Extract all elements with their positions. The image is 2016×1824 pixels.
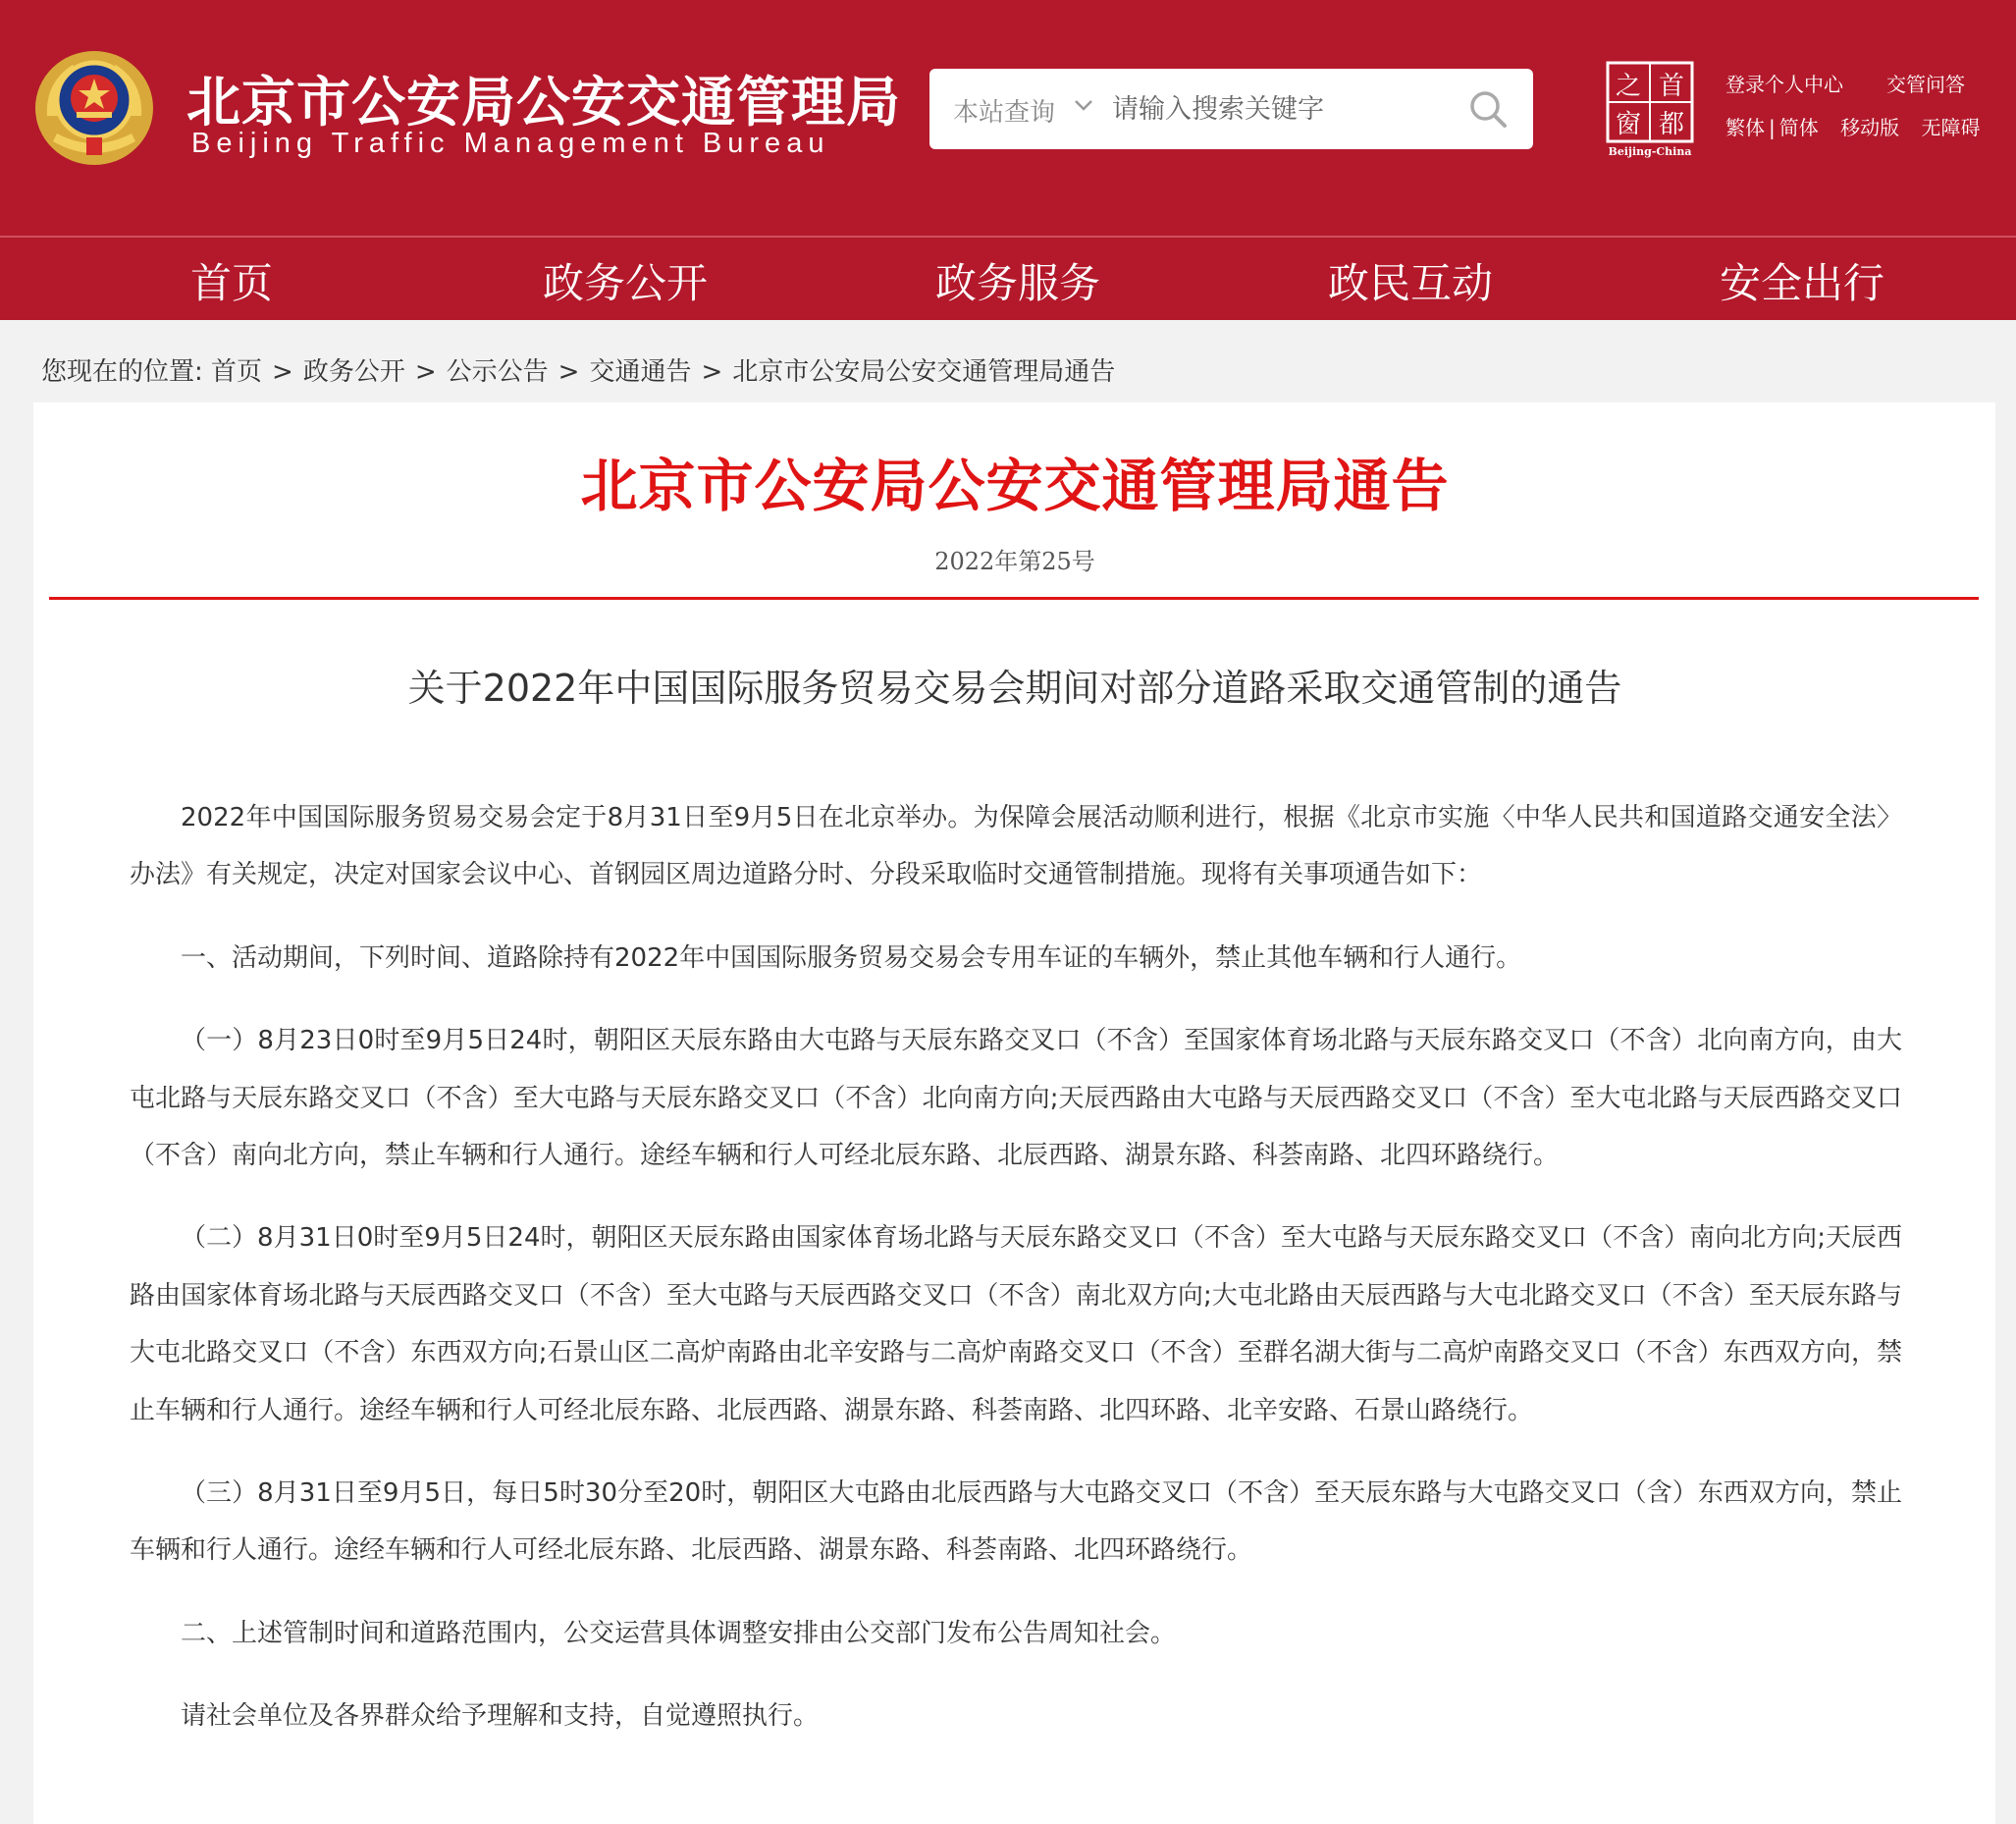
search-input[interactable] xyxy=(1110,82,1428,135)
breadcrumb-item-current[interactable]: 北京市公安局公安交通管理局通告 xyxy=(732,357,1116,387)
article-paragraph: 二、上述管制时间和道路范围内，公交运营具体调整安排由公交部门发布公告周知社会。 xyxy=(181,1618,1177,1648)
article-paragraph: （二）8月31日0时至9月5日24时，朝阳区天辰东路由国家体育场北路与天辰东路交叉口（不含）至大屯路与天辰东路交叉口（不含）南向北方向;天辰西路由国家体育场北路与天辰西路交叉口（不含）至大屯路与天辰西路交叉口（不含）南北双方向;大屯北路由天辰西路与大屯北路交叉口（不含）至天辰东路与大屯北路交叉口（不含）东西双方向;石景山区二高炉南路由北辛安路与二高炉南路交叉口（不含）至群名湖大街与二高炉南路交叉口（不含）东西双方向，禁止车辆和行人通行。途经车辆和行人可经北辰东路、北辰西路、湖景东路、科荟南路、北四环路、北辛安路、石景山路绕行。 xyxy=(130,1223,1902,1425)
search-icon[interactable] xyxy=(1467,88,1509,130)
nav-item-gov-services[interactable]: 政务服务 xyxy=(935,259,1101,307)
traditional-chinese-link[interactable]: 繁体 xyxy=(1725,116,1765,139)
svg-text:窗: 窗 xyxy=(1615,110,1642,139)
site-header xyxy=(0,0,2016,236)
top-links-row1 xyxy=(1725,69,1843,97)
svg-text:都: 都 xyxy=(1658,110,1685,139)
capital-window-logo-mark xyxy=(1606,61,1694,145)
article-headline: 关于2022年中国国际服务贸易交易会期间对部分道路采取交通管制的通告 xyxy=(407,667,1622,710)
login-personal-center-link[interactable]: 登录个人中心 xyxy=(1725,73,1843,96)
article-paragraph: （一）8月23日0时至9月5日24时，朝阳区天辰东路由大屯路与天辰东路交叉口（不含）至国家体育场北路与天辰东路交叉口（不含）北向南方向，由大屯北路与天辰东路交叉口（不含）至大屯路与天辰东路交叉口（不含）北向南方向;天辰西路由大屯路与天辰西路交叉口（不含）至大屯北路与天辰西路交叉口（不含）南向北方向，禁止车辆和行人通行。途经车辆和行人可经北辰东路、北辰西路、湖景东路、科荟南路、北四环路绕行。 xyxy=(130,1026,1902,1171)
nav-item-public-interaction[interactable]: 政民互动 xyxy=(1328,259,1494,307)
breadcrumb-item-traffic-notices[interactable]: 交通通告 xyxy=(589,357,692,387)
breadcrumb-prefix: 您现在的位置: xyxy=(41,357,203,387)
notice-number: 2022年第25号 xyxy=(934,548,1095,575)
title-divider xyxy=(49,597,1979,600)
site-title-english: Beijing Traffic Management Bureau xyxy=(191,128,830,159)
breadcrumb-separator: > xyxy=(272,357,293,387)
article-panel xyxy=(33,402,1995,1824)
site-title[interactable]: 北京市公安局公安交通管理局 xyxy=(186,71,902,134)
breadcrumb-separator: > xyxy=(701,357,723,387)
svg-text:之: 之 xyxy=(1615,72,1642,101)
police-emblem-icon[interactable] xyxy=(29,43,159,173)
nav-item-safe-travel[interactable]: 安全出行 xyxy=(1720,259,1885,307)
article-paragraph: 请社会单位及各界群众给予理解和支持，自觉遵照执行。 xyxy=(181,1701,820,1732)
search-scope-select[interactable]: 本站查询 xyxy=(953,98,1056,128)
breadcrumb-item-gov-affairs-open[interactable]: 政务公开 xyxy=(302,357,405,387)
capital-window-logo[interactable] xyxy=(1606,61,1694,157)
article-paragraph: 2022年中国国际服务贸易交易会定于8月31日至9月5日在北京举办。为保障会展活动顺利进行，根据《北京市实施〈中华人民共和国道路交通安全法〉办法》有关规定，决定对国家会议中心、首钢园区周边道路分时、分段采取临时交通管制措施。现将有关事项通告如下： xyxy=(130,803,1902,890)
chevron-down-icon[interactable] xyxy=(1069,90,1098,120)
svg-text:首: 首 xyxy=(1658,72,1685,101)
top-links-row1b xyxy=(1886,69,1965,97)
nav-item-gov-affairs-open[interactable]: 政务公开 xyxy=(543,259,709,307)
top-links-row2 xyxy=(1725,112,1980,140)
breadcrumb-item-public-notices[interactable]: 公示公告 xyxy=(446,357,549,387)
traffic-qa-link[interactable]: 交管问答 xyxy=(1886,73,1965,96)
capital-logo-tag: Beijing-China xyxy=(1608,145,1692,158)
nav-item-home[interactable]: 首页 xyxy=(190,259,274,307)
search-box xyxy=(929,69,1533,149)
breadcrumb-separator: > xyxy=(414,357,437,387)
mobile-version-link[interactable]: 移动版 xyxy=(1840,116,1900,139)
breadcrumb xyxy=(41,351,1115,388)
link-divider: | xyxy=(1769,116,1776,139)
main-nav xyxy=(0,236,2016,320)
article-paragraph: 一、活动期间，下列时间、道路除持有2022年中国国际服务贸易交易会专用车证的车辆外，禁止其他车辆和行人通行。 xyxy=(181,942,1522,973)
article-body xyxy=(130,789,1902,1771)
accessibility-link[interactable]: 无障碍 xyxy=(1921,116,1981,139)
notice-title: 北京市公安局公安交通管理局通告 xyxy=(580,453,1450,519)
breadcrumb-separator: > xyxy=(557,357,580,387)
simplified-chinese-link[interactable]: 简体 xyxy=(1778,116,1819,139)
breadcrumb-item-home[interactable]: 首页 xyxy=(211,357,263,387)
article-paragraph: （三）8月31日至9月5日，每日5时30分至20时，朝阳区大屯路由北辰西路与大屯路交叉口（不含）至天辰东路与大屯路交叉口（含）东西双方向，禁止车辆和行人通行。途经车辆和行人可经北辰东路、北辰西路、湖景东路、科荟南路、北四环路绕行。 xyxy=(130,1478,1902,1566)
